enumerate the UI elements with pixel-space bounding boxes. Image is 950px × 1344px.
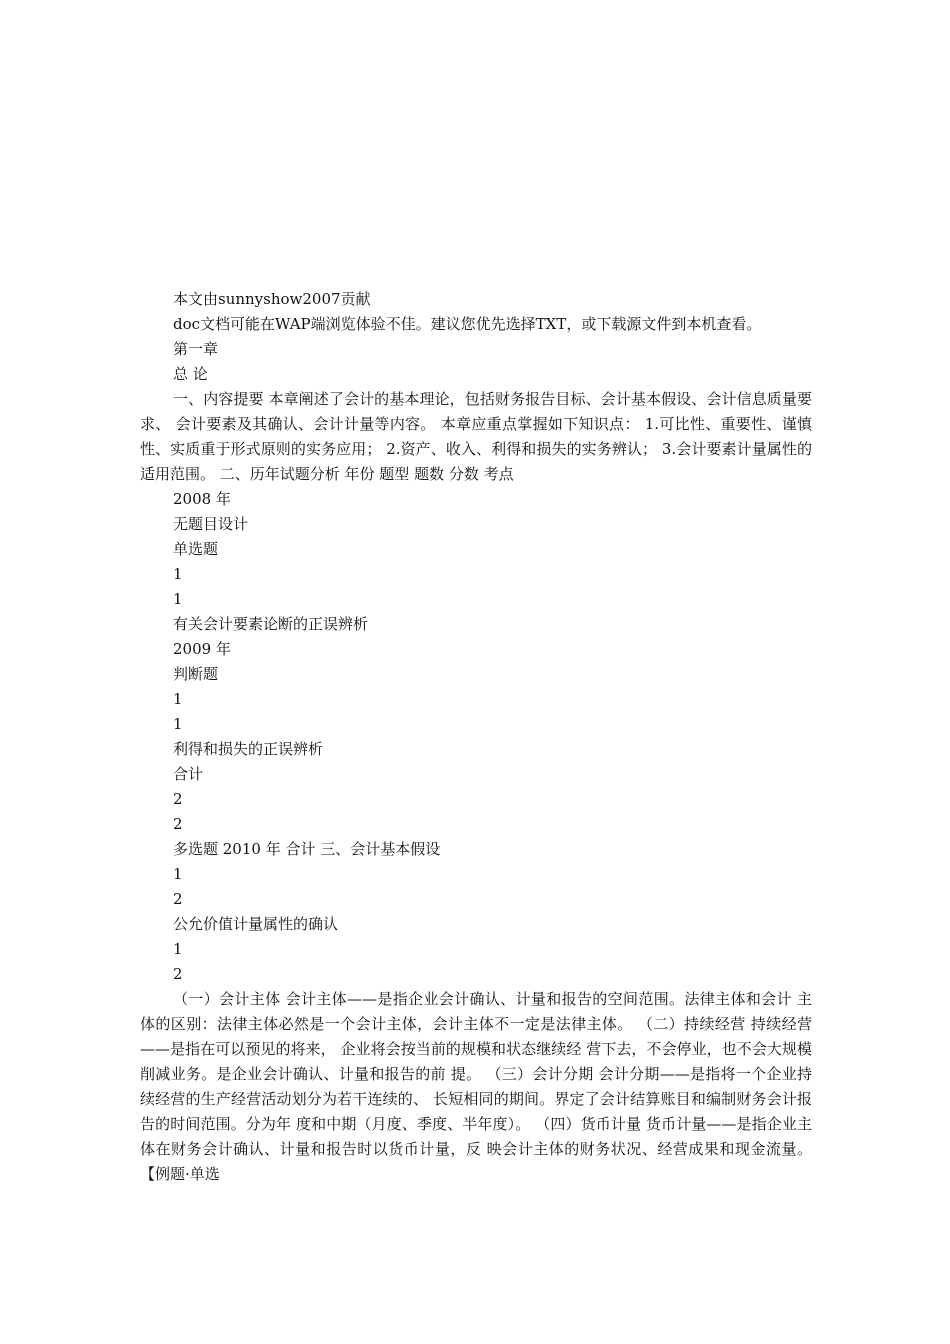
list-item: 1: [173, 715, 183, 733]
list-item: 公允价值计量属性的确认: [173, 915, 339, 933]
list-item: 1: [173, 940, 183, 958]
body-paragraph: （一）会计主体 会计主体——是指企业会计确认、计量和报告的空间范围。法律主体和会计 主体的区别：法律主体必然是一个会计主体，会计主体不一定是法律主体。 （二）持续经营 持续经营——是指在可以预见的将来， 企业将会按当前的规模和状态继续经 营下去，不会停业，也不会大规模削减业务。是企业会计确认、计量和报告的前 提。 （三）会计分期 会计分期——是指将一个企业持续经营的生产经营活动划分为若干连续的、 长短相同的期间。界定了会计结算账目和编制财务会计报告的时间范围。分为年 度和中期（月度、季度、半年度）。 （四）货币计量 货币计量——是指企业主体在财务会计确认、计量和报告时以货币计量，反 映会计主体的财务状况、经营成果和现金流量。 【例题·单选: [140, 990, 812, 1183]
contributor-line: 本文由sunnyshow2007贡献: [173, 290, 371, 308]
format-notice: doc文档可能在WAP端浏览体验不佳。建议您优先选择TXT，或下载源文件到本机查看。: [173, 315, 762, 333]
list-item: 单选题: [173, 540, 219, 558]
list-item: 1: [173, 565, 183, 583]
list-item: 2: [173, 815, 183, 833]
list-item: 1: [173, 865, 183, 883]
list-item: 利得和损失的正误辨析: [173, 740, 324, 758]
list-item: 合计: [173, 765, 204, 783]
list-item: 2009 年: [173, 640, 231, 658]
chapter-number: 第一章: [173, 340, 219, 358]
list-item: 有关会计要素论断的正误辨析: [173, 615, 369, 633]
list-item: 2: [173, 890, 183, 908]
list-item: 2: [173, 790, 183, 808]
list-item: 2008 年: [173, 490, 231, 508]
list-item: 判断题: [173, 665, 219, 683]
list-item: 多选题 2010 年 合计 三、会计基本假设: [173, 840, 441, 858]
document-body: [140, 287, 812, 1187]
intro-paragraph: 一、内容提要 本章阐述了会计的基本理论，包括财务报告目标、会计基本假设、会计信息质量要求、 会计要素及其确认、会计计量等内容。 本章应重点掌握如下知识点： 1.可比性、重要性、谨慎性、实质重于形式原则的实务应用； 2.资产、收入、利得和损失的实务辨认； 3.会计要素计量属性的适用范围。 二、历年试题分析 年份 题型 题数 分数 考点: [140, 390, 812, 483]
list-item: 1: [173, 590, 183, 608]
list-item: 2: [173, 965, 183, 983]
list-item: 无题目设计: [173, 515, 249, 533]
chapter-title: 总 论: [173, 365, 208, 383]
list-item: 1: [173, 690, 183, 708]
